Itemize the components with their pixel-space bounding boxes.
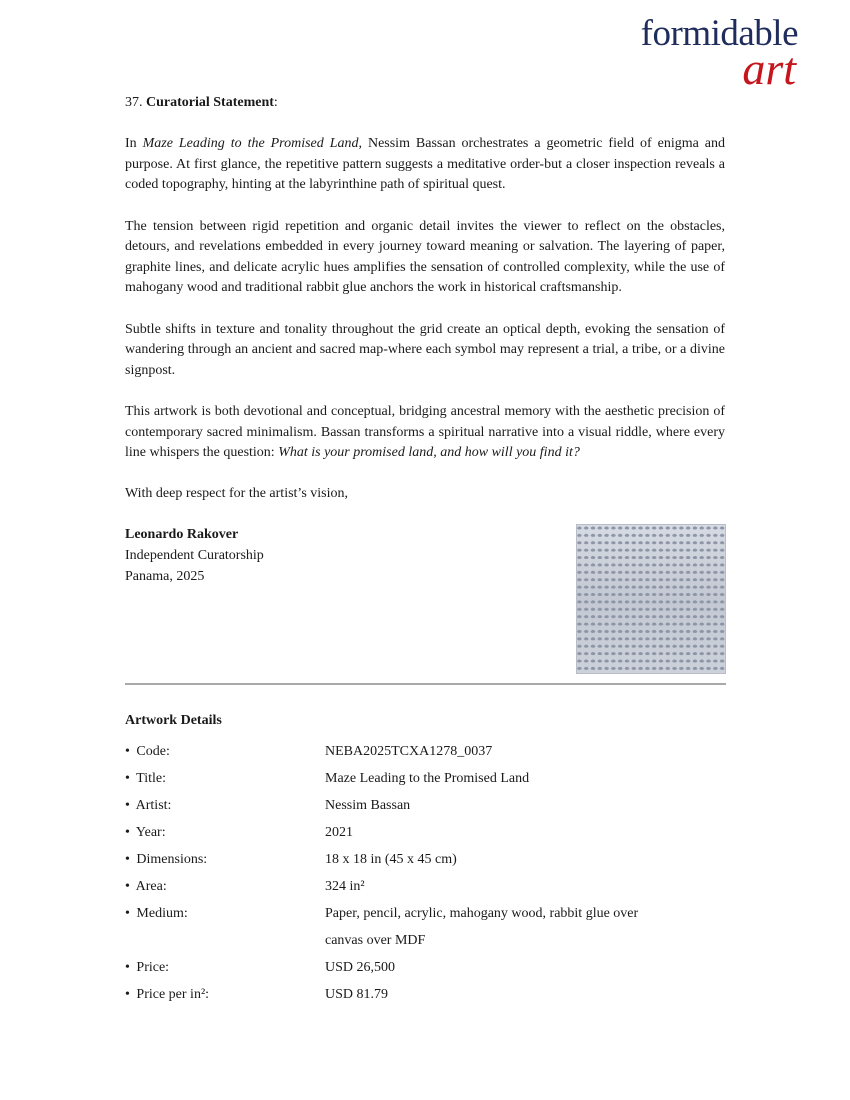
artwork-details bbox=[125, 711, 725, 1008]
paragraph-3: Subtle shifts in texture and tonality throughout the grid create an optical depth, evoking the sensation of wandering through an ancient and sacred map-where each symbol may represent a trial, a tribe, or a divine signpost. bbox=[125, 321, 725, 378]
section-title: Curatorial Statement bbox=[146, 95, 274, 110]
paragraph-1 bbox=[125, 134, 725, 196]
medium-line-2: canvas over MDF bbox=[325, 933, 426, 948]
detail-label bbox=[125, 765, 325, 792]
detail-row-medium bbox=[125, 900, 725, 954]
detail-value: NEBA2025TCXA1278_0037 bbox=[325, 744, 493, 759]
curator-org: Independent Curatorship bbox=[125, 548, 264, 564]
label-text: Year: bbox=[135, 825, 166, 840]
section-divider bbox=[125, 683, 726, 685]
bullet: • bbox=[125, 771, 130, 786]
detail-label bbox=[125, 846, 325, 873]
bullet: • bbox=[125, 798, 130, 813]
label-text: Price: bbox=[136, 960, 170, 975]
section-colon: : bbox=[273, 95, 278, 110]
question-italic: What is your promised land, and how will you find it? bbox=[278, 445, 580, 461]
detail-value: Nessim Bassan bbox=[325, 798, 411, 813]
detail-row-area bbox=[125, 873, 725, 900]
label-text: Area: bbox=[135, 879, 167, 894]
bullet: • bbox=[125, 852, 130, 867]
detail-value: Maze Leading to the Promised Land bbox=[325, 771, 530, 786]
label-text: Price per in²: bbox=[136, 987, 210, 1002]
detail-row-dimensions bbox=[125, 846, 725, 873]
detail-row-title bbox=[125, 765, 725, 792]
detail-label bbox=[125, 954, 325, 981]
detail-row-price-per-area bbox=[125, 981, 725, 1008]
bullet: • bbox=[125, 879, 130, 894]
detail-value: USD 81.79 bbox=[325, 987, 389, 1002]
p1-text: , Nessim Bassan orchestrates a geometric field of enigma and purpose. At first glance, the repetitive pattern suggests a meditative order-but a closer inspection reveals a coded topography, hinting at the labyrinthine path of spiritual quest. bbox=[125, 136, 725, 193]
detail-value bbox=[325, 900, 725, 954]
detail-label bbox=[125, 981, 325, 1008]
detail-row-price bbox=[125, 954, 725, 981]
label-text: Code: bbox=[136, 744, 170, 759]
logo-wordmark: formidable bbox=[640, 13, 798, 54]
logo-art-word: art bbox=[742, 43, 796, 94]
paragraph-4 bbox=[125, 402, 725, 464]
detail-label bbox=[125, 819, 325, 846]
brand-logo bbox=[640, 13, 798, 94]
bullet: • bbox=[125, 960, 130, 975]
detail-row-year bbox=[125, 819, 725, 846]
detail-value: 324 in² bbox=[325, 879, 365, 894]
p4-text: This artwork is both devotional and conceptual, bridging ancestral memory with the aesthetic precision of contemporary sacred minimalism. Bassan transforms a spiritual narrative into a visual riddle, where every line whispers the question: bbox=[125, 403, 725, 461]
artwork-title-italic: Maze Leading to the Promised Land bbox=[142, 136, 359, 152]
bullet: • bbox=[125, 744, 130, 759]
detail-value: 2021 bbox=[325, 825, 353, 840]
curator-place-year: Panama, 2025 bbox=[125, 568, 205, 584]
curator-name: Leonardo Rakover bbox=[125, 527, 239, 543]
bullet: • bbox=[125, 825, 130, 840]
detail-label bbox=[125, 873, 325, 900]
section-number: 37. bbox=[125, 95, 143, 110]
section-heading bbox=[125, 93, 725, 114]
label-text: Title: bbox=[136, 771, 166, 786]
detail-row-artist bbox=[125, 792, 725, 819]
label-text: Medium: bbox=[136, 906, 188, 921]
closing-line: With deep respect for the artist’s vision, bbox=[125, 486, 348, 502]
label-text: Artist: bbox=[135, 798, 172, 813]
detail-value: USD 26,500 bbox=[325, 960, 396, 975]
detail-label bbox=[125, 738, 325, 765]
bullet: • bbox=[125, 987, 130, 1002]
detail-label bbox=[125, 900, 325, 954]
detail-row-code bbox=[125, 738, 725, 765]
paragraph-2: The tension between rigid repetition and organic detail invites the viewer to reflect on the obstacles, detours, and revelations embedded in every journey toward meaning or salvation. The layering of paper, graphite lines, and delicate acrylic hues amplifies the sensation of controlled complexity, while the use of mahogany wood and traditional rabbit glue anchors the work in historical craftsmanship. bbox=[125, 218, 725, 296]
artwork-thumbnail bbox=[576, 524, 726, 674]
medium-line-1: Paper, pencil, acrylic, mahogany wood, rabbit glue over bbox=[325, 906, 639, 921]
label-text: Dimensions: bbox=[136, 852, 208, 867]
curatorial-statement bbox=[125, 93, 725, 587]
details-title: Artwork Details bbox=[125, 713, 222, 728]
bullet: • bbox=[125, 906, 130, 921]
p1-intro: In bbox=[125, 136, 143, 152]
detail-label bbox=[125, 792, 325, 819]
detail-value: 18 x 18 in (45 x 45 cm) bbox=[325, 852, 457, 867]
